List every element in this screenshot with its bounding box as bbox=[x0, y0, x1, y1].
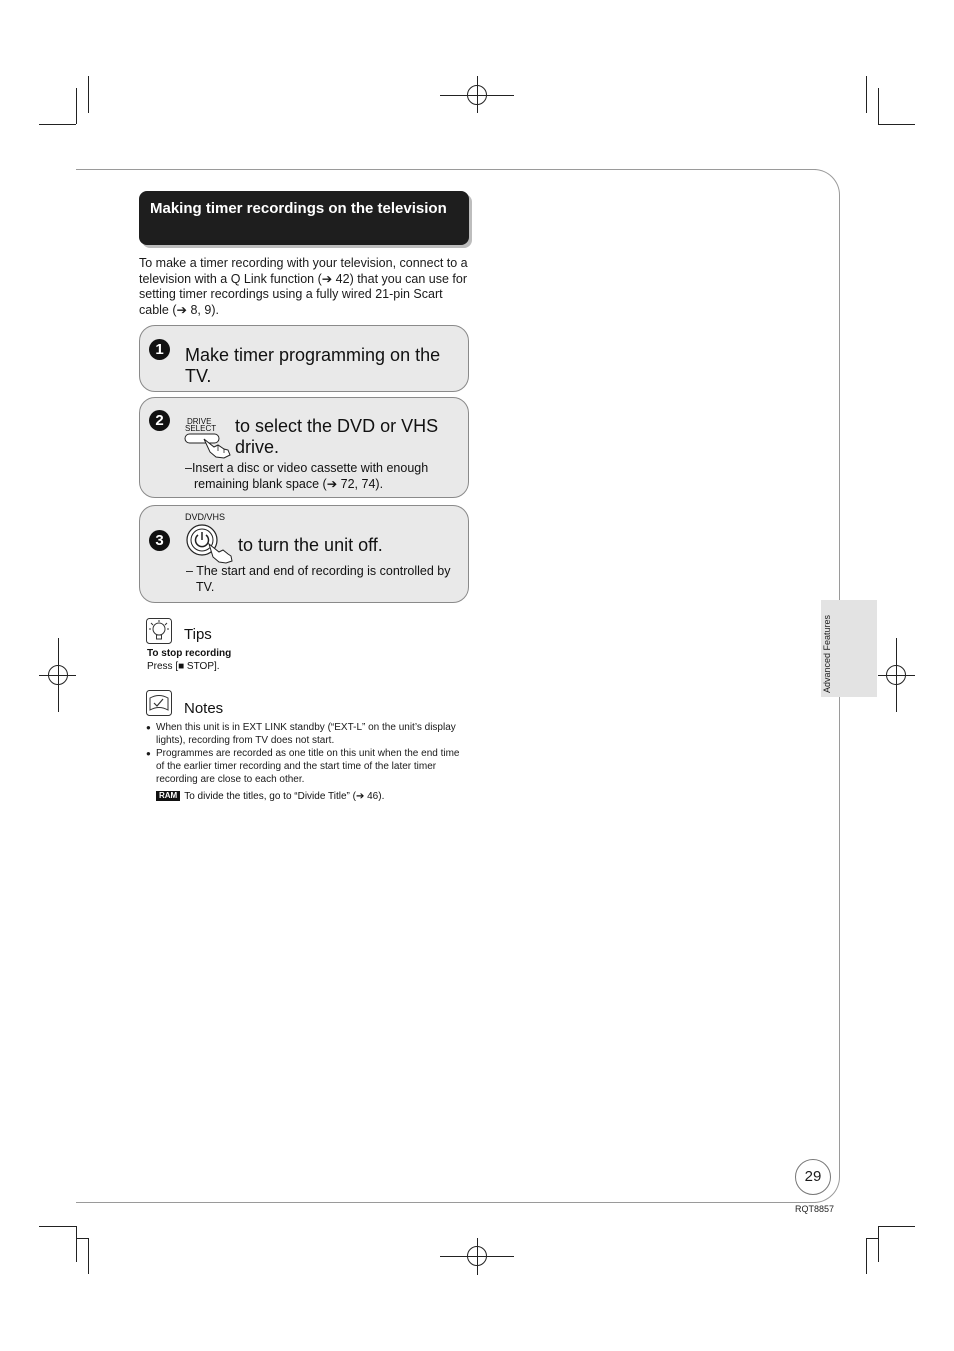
list-item: ● Programmes are recorded as one title on this unit when the end time of the earlier timer recording and the start time of the later timer recording are close to each other. bbox=[146, 747, 461, 786]
notes-list bbox=[146, 721, 461, 786]
step-3 bbox=[139, 505, 469, 603]
list-item: ● When this unit is in EXT LINK standby (“EXT-L” on the unit’s display lights), recording from TV does not start. bbox=[146, 721, 461, 747]
step-note: –Insert a disc or video cassette with enough remaining blank space (➔ 72, 74). bbox=[185, 461, 429, 491]
step-note: – The start and end of recording is controlled by TV. bbox=[186, 564, 451, 594]
power-button-icon bbox=[185, 524, 235, 564]
dvd-vhs-label: DVD/VHS bbox=[185, 512, 226, 522]
ram-badge: RAM bbox=[156, 791, 180, 801]
section-title: Making timer recordings on the television bbox=[139, 191, 469, 245]
side-tab-label: Advanced Features bbox=[822, 614, 832, 693]
lightbulb-icon bbox=[146, 618, 172, 644]
step-text: Make timer programming on the TV. bbox=[185, 345, 441, 386]
step-1 bbox=[139, 325, 469, 392]
intro-paragraph: To make a timer recording with your television, connect to a television with a Q Link function (➔ 42) that you can use for setting timer recordings using a fully wired 21-pin Scart cable (➔ 8, 9). bbox=[139, 256, 468, 317]
step-number: 1 bbox=[149, 339, 170, 360]
notes-heading: Notes bbox=[184, 700, 224, 717]
tips-heading: Tips bbox=[184, 626, 212, 643]
ram-note bbox=[156, 790, 466, 803]
ram-note-text: To divide the titles, go to “Divide Title” (➔ 46). bbox=[184, 791, 385, 802]
step-number: 2 bbox=[149, 410, 170, 431]
step-text: to turn the unit off. bbox=[238, 535, 383, 555]
page-frame-bottom bbox=[76, 1202, 816, 1203]
drive-select-label-line1: DRIVE bbox=[187, 417, 212, 426]
page-number: 29 bbox=[795, 1159, 831, 1195]
step-number: 3 bbox=[149, 530, 170, 551]
drive-select-button-icon bbox=[184, 433, 232, 459]
drive-select-label-line2: SELECT bbox=[185, 424, 217, 433]
step-text: to select the DVD or VHS drive. bbox=[235, 416, 439, 457]
tips-text: Press [■ STOP]. bbox=[147, 661, 220, 672]
step-2 bbox=[139, 397, 469, 498]
document-code: RQT8857 bbox=[795, 1204, 835, 1214]
notes-icon bbox=[146, 690, 172, 716]
tips-subheading: To stop recording bbox=[147, 648, 232, 659]
page-frame-top bbox=[76, 169, 816, 170]
